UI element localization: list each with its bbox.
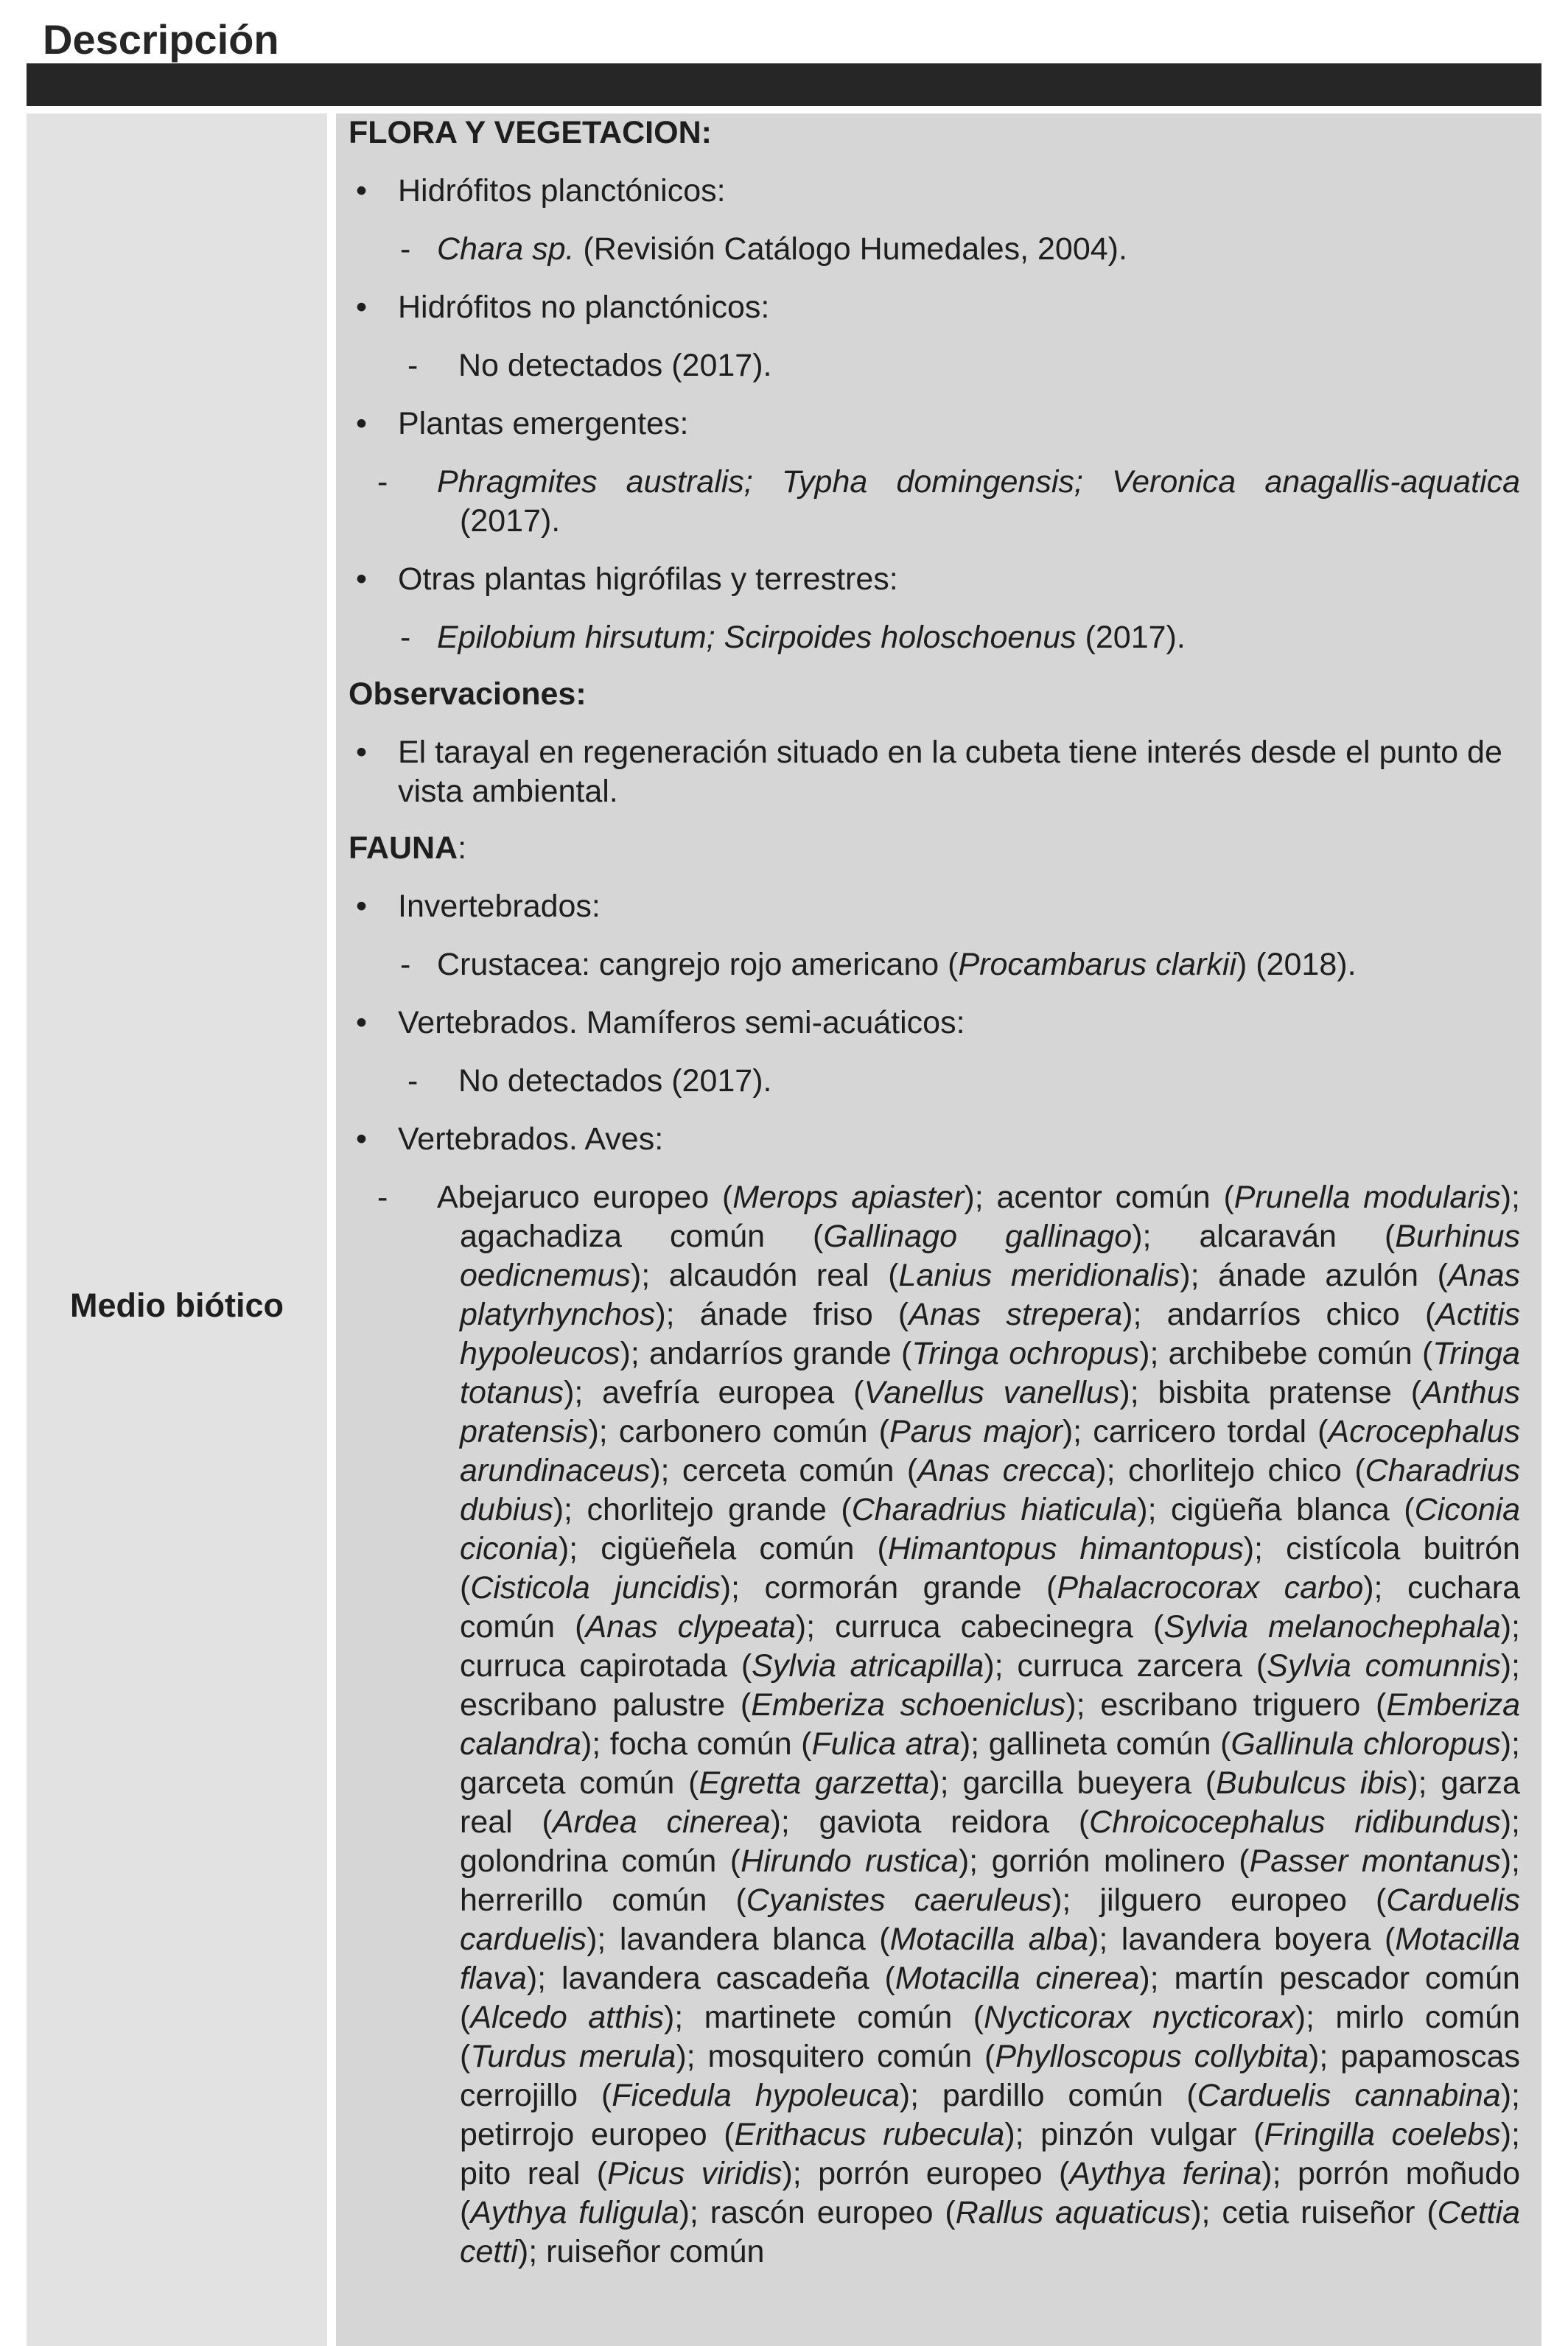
flora-heading: FLORA Y VEGETACION:: [349, 115, 712, 150]
section-title: Descripción: [43, 16, 279, 63]
flora-item-label: • Plantas emergentes:: [349, 405, 1520, 444]
bird-scientific-name: Egretta garzetta: [699, 1765, 930, 1801]
bird-entry: rascón europeo (Rallus aquaticus);: [698, 2195, 1211, 2230]
bird-entry: chorlitejo chico (Charadrius dubius);: [460, 1453, 1520, 1527]
bird-entry: cerceta común (Anas crecca);: [669, 1453, 1116, 1488]
bird-scientific-name: Sylvia atricapilla: [752, 1648, 984, 1684]
bird-scientific-name: Carduelis carduelis: [460, 1883, 1520, 1957]
row-label-cell: [27, 113, 327, 2346]
bird-entry: golondrina común (Hirundo rustica);: [460, 1843, 979, 1879]
species-name: Phragmites australis; Typha domingensis; Veronica anagallis-aquatica: [437, 464, 1520, 500]
bird-entry: cigüeña blanca (Ciconia ciconia);: [460, 1492, 1521, 1566]
bird-scientific-name: Passer montanus: [1249, 1843, 1501, 1879]
bird-entry: mosquitero común (Phylloscopus collybita);: [695, 2039, 1329, 2074]
bird-entry: gallineta común (Gallinula chloropus);: [979, 1726, 1520, 1762]
bird-scientific-name: Aythya ferina: [1069, 2156, 1262, 2191]
flora-item-detail: [349, 463, 1520, 541]
bird-scientific-name: Sylvia comunnis: [1267, 1648, 1501, 1684]
bird-entry: petirrojo europeo (Erithacus rubecula);: [460, 2117, 1024, 2152]
bird-entry: martín pescador común (Alcedo atthis);: [460, 1961, 1520, 2035]
bird-entry: archibebe común (Tringa totanus);: [460, 1336, 1520, 1410]
bird-entry: cetia ruiseñor (Cettia cetti);: [460, 2195, 1521, 2269]
bird-entry: papamoscas cerrojillo (Ficedula hypoleuca);: [460, 2039, 1520, 2113]
bird-scientific-name: Anas crecca: [917, 1453, 1096, 1488]
bird-scientific-name: Nycticorax nycticorax: [984, 2000, 1295, 2035]
bird-entry: herrerillo común (Cyanistes caeruleus);: [460, 1883, 1071, 1918]
row-label: Medio biótico: [70, 1286, 284, 1324]
bird-scientific-name: Motacilla cinerea: [895, 1961, 1140, 1996]
bird-entry: focha común (Fulica atra);: [601, 1726, 980, 1762]
bird-entry: cormorán grande (Phalacrocorax carbo);: [740, 1570, 1383, 1606]
bird-entry: porrón europeo (Aythya ferina);: [801, 2156, 1281, 2191]
bird-entry: andarríos grande (Tringa ochropus);: [639, 1336, 1159, 1371]
bird-scientific-name: Carduelis cannabina: [1197, 2078, 1501, 2113]
bird-entry: escribano palustre (Emberiza schoeniclus);: [460, 1687, 1085, 1723]
bird-scientific-name: Emberiza calandra: [460, 1687, 1521, 1762]
bird-scientific-name: Anas strepera: [909, 1297, 1123, 1332]
bird-scientific-name: Tringa totanus: [460, 1336, 1520, 1410]
bird-entry: acentor común (Prunella modularis);: [983, 1180, 1520, 1215]
bird-scientific-name: Charadrius dubius: [460, 1453, 1520, 1527]
bird-scientific-name: Charadrius hiaticula: [851, 1492, 1138, 1527]
bird-scientific-name: Prunella modularis: [1233, 1180, 1501, 1215]
bird-scientific-name: Sylvia melanochephala: [1163, 1609, 1501, 1645]
flora-note: (Revisión Catálogo Humedales, 2004).: [574, 231, 1127, 267]
bird-entry: garza real (Ardea cinerea);: [460, 1765, 1520, 1840]
bird-scientific-name: Picus viridis: [607, 2156, 783, 2191]
bird-entry: avefría europea (Vanellus vanellus);: [583, 1375, 1139, 1410]
fauna-post: ) (2018).: [1236, 947, 1357, 982]
species-name: Chara sp.: [437, 231, 575, 267]
bird-entry: pinzón vulgar (Fringilla coelebs);: [1023, 2117, 1520, 2152]
bird-entry: lavandera cascadeña (Motacilla cinerea);: [546, 1961, 1159, 1996]
content-cell: [336, 113, 1541, 2346]
fauna-heading-text: FAUNA: [349, 830, 458, 866]
fauna-item-label: • Vertebrados. Mamíferos semi-acuáticos:: [349, 1004, 1520, 1043]
bird-entry: alcaudón real (Lanius meridionalis);: [650, 1258, 1200, 1293]
content-body: [349, 113, 1520, 2272]
bird-entry: lavandera blanca (Motacilla alba);: [606, 1922, 1108, 1957]
bird-entry: pito real (Picus viridis);: [460, 2156, 802, 2191]
bird-entry: curruca capirotada (Sylvia atricapilla);: [460, 1648, 1004, 1684]
bird-scientific-name: Emberiza schoeniclus: [751, 1687, 1066, 1723]
bird-scientific-name: Chroicocephalus ridibundus: [1089, 1804, 1501, 1840]
fauna-heading-colon: :: [458, 830, 467, 866]
flora-item-label: • Otras plantas higrófilas y terrestres:: [349, 560, 1520, 599]
bird-scientific-name: Parus major: [889, 1414, 1063, 1449]
bird-scientific-name: Motacilla alba: [889, 1922, 1089, 1957]
bird-scientific-name: Acrocephalus arundinaceus: [460, 1414, 1520, 1488]
fauna-item-label: • Vertebrados. Aves:: [349, 1120, 1520, 1159]
bird-scientific-name: Phalacrocorax carbo: [1057, 1570, 1364, 1606]
bird-scientific-name: Gallinago gallinago: [823, 1219, 1133, 1254]
species-name: Epilobium hirsutum; Scirpoides holoschoenus: [437, 620, 1077, 655]
bird-scientific-name: Alcedo atthis: [470, 2000, 664, 2035]
bird-entry: carricero tordal (Acrocephalus arundinaceus);: [460, 1414, 1520, 1488]
bird-scientific-name: Himantopus himantopus: [887, 1531, 1244, 1566]
bird-scientific-name: Cettia cetti: [460, 2195, 1521, 2269]
bird-entry: martinete común (Nycticorax nycticorax);: [683, 2000, 1315, 2035]
bird-entry: garcilla bueyera (Bubulcus ibis);: [948, 1765, 1427, 1801]
fauna-item-label: • Invertebrados:: [349, 887, 1520, 926]
bird-scientific-name: Ardea cinerea: [552, 1804, 771, 1840]
bird-entry: agachadiza común (Gallinago gallinago);: [460, 1219, 1152, 1254]
observaciones-heading: Observaciones:: [349, 676, 587, 712]
bird-entry: jilguero europeo (Carduelis carduelis);: [460, 1883, 1520, 1957]
bird-entry: andarríos chico (Actitis hypoleucos);: [460, 1297, 1521, 1371]
bird-scientific-name: Ciconia ciconia: [460, 1492, 1521, 1566]
fauna-heading: [349, 829, 1520, 868]
bird-scientific-name: Gallinula chloropus: [1231, 1726, 1501, 1762]
table-header-bar: [27, 63, 1541, 106]
bird-scientific-name: Vanellus vanellus: [864, 1375, 1120, 1410]
bird-scientific-name: Cisticola juncidis: [470, 1570, 721, 1606]
bird-scientific-name: Actitis hypoleucos: [460, 1297, 1521, 1371]
bird-scientific-name: Ficedula hypoleuca: [612, 2078, 900, 2113]
bird-entry: gaviota reidora (Chroicocephalus ridibundus);: [789, 1804, 1520, 1840]
flora-note: (2017).: [1076, 620, 1186, 655]
observaciones-text: • El tarayal en regeneración situado en la cubeta tiene interés desde el punto de vista ambiental.: [349, 733, 1520, 811]
bird-scientific-name: Anthus pratensis: [460, 1375, 1521, 1449]
species-name: Procambarus clarkii: [958, 947, 1237, 982]
bird-scientific-name: Anas clypeata: [585, 1609, 796, 1645]
bird-entry: cistícola buitrón (Cisticola juncidis);: [460, 1531, 1520, 1606]
bird-entry: cuchara común (Anas clypeata);: [460, 1570, 1520, 1645]
bird-scientific-name: Hirundo rustica: [741, 1843, 959, 1879]
bird-scientific-name: Erithacus rubecula: [734, 2117, 1005, 2152]
fauna-item-detail: [349, 945, 1520, 984]
bird-scientific-name: Merops apiaster: [732, 1180, 965, 1215]
flora-item-detail: - No detectados (2017).: [349, 346, 1520, 385]
bird-entry: chorlitejo grande (Charadrius hiaticula);: [573, 1492, 1157, 1527]
bird-entry: bisbita pratense (Anthus pratensis);: [460, 1375, 1521, 1449]
bird-entry: cigüeñela común (Himantopus himantopus);: [578, 1531, 1264, 1566]
bird-entry: mirlo común (Turdus merula);: [460, 2000, 1521, 2074]
fauna-pre: Crustacea: cangrejo rojo americano (: [437, 947, 959, 982]
bird-entry: Abejaruco europeo (Merops apiaster);: [437, 1180, 984, 1215]
bird-scientific-name: Tringa ochropus: [911, 1336, 1140, 1371]
bird-scientific-name: Phylloscopus collybita: [995, 2039, 1309, 2074]
bird-scientific-name: Burhinus oedicnemus: [460, 1219, 1520, 1293]
bird-scientific-name: Fulica atra: [811, 1726, 960, 1762]
bird-entry: gorrión molinero (Passer montanus);: [978, 1843, 1521, 1879]
bird-entry: ruiseñor común: [537, 2234, 765, 2269]
bird-entry: curruca cabecinegra (Sylvia melanochephala);: [815, 1609, 1520, 1645]
bird-scientific-name: Motacilla flava: [460, 1922, 1521, 1996]
flora-item-detail: [349, 230, 1520, 269]
flora-note: (2017).: [460, 503, 561, 539]
flora-item-detail: [349, 618, 1520, 657]
bird-scientific-name: Lanius meridionalis: [898, 1258, 1180, 1293]
bird-species-list: [349, 1178, 1520, 2272]
bird-scientific-name: Bubulcus ibis: [1216, 1765, 1408, 1801]
bird-entry: escribano triguero (Emberiza calandra);: [460, 1687, 1521, 1762]
flora-item-label: • Hidrófitos planctónicos:: [349, 172, 1520, 211]
bird-entry: ánade friso (Anas strepera);: [674, 1297, 1142, 1332]
bird-entry: alcaraván (Burhinus oedicnemus);: [460, 1219, 1520, 1293]
bird-scientific-name: Aythya fuligula: [470, 2195, 679, 2230]
bird-entry: carbonero común (Parus major);: [607, 1414, 1082, 1449]
bird-scientific-name: Cyanistes caeruleus: [746, 1883, 1052, 1918]
bird-scientific-name: Turdus merula: [470, 2039, 676, 2074]
bird-scientific-name: Anas platyrhynchos: [460, 1258, 1520, 1332]
bird-entry: pardillo común (Carduelis cannabina);: [919, 2078, 1520, 2113]
bird-scientific-name: Fringilla coelebs: [1264, 2117, 1501, 2152]
flora-item-label: • Hidrófitos no planctónicos:: [349, 288, 1520, 327]
bird-entry: curruca zarcera (Sylvia comunnis);: [1003, 1648, 1520, 1684]
bird-scientific-name: Rallus aquaticus: [955, 2195, 1191, 2230]
bird-entry: lavandera boyera (Motacilla flava);: [460, 1922, 1521, 1996]
bird-entry: porrón moñudo (Aythya fuligula);: [460, 2156, 1520, 2230]
bird-entry: garceta común (Egretta garzetta);: [460, 1765, 949, 1801]
fauna-item-detail: - No detectados (2017).: [349, 1062, 1520, 1101]
bird-entry: ánade azulón (Anas platyrhynchos);: [460, 1258, 1520, 1332]
